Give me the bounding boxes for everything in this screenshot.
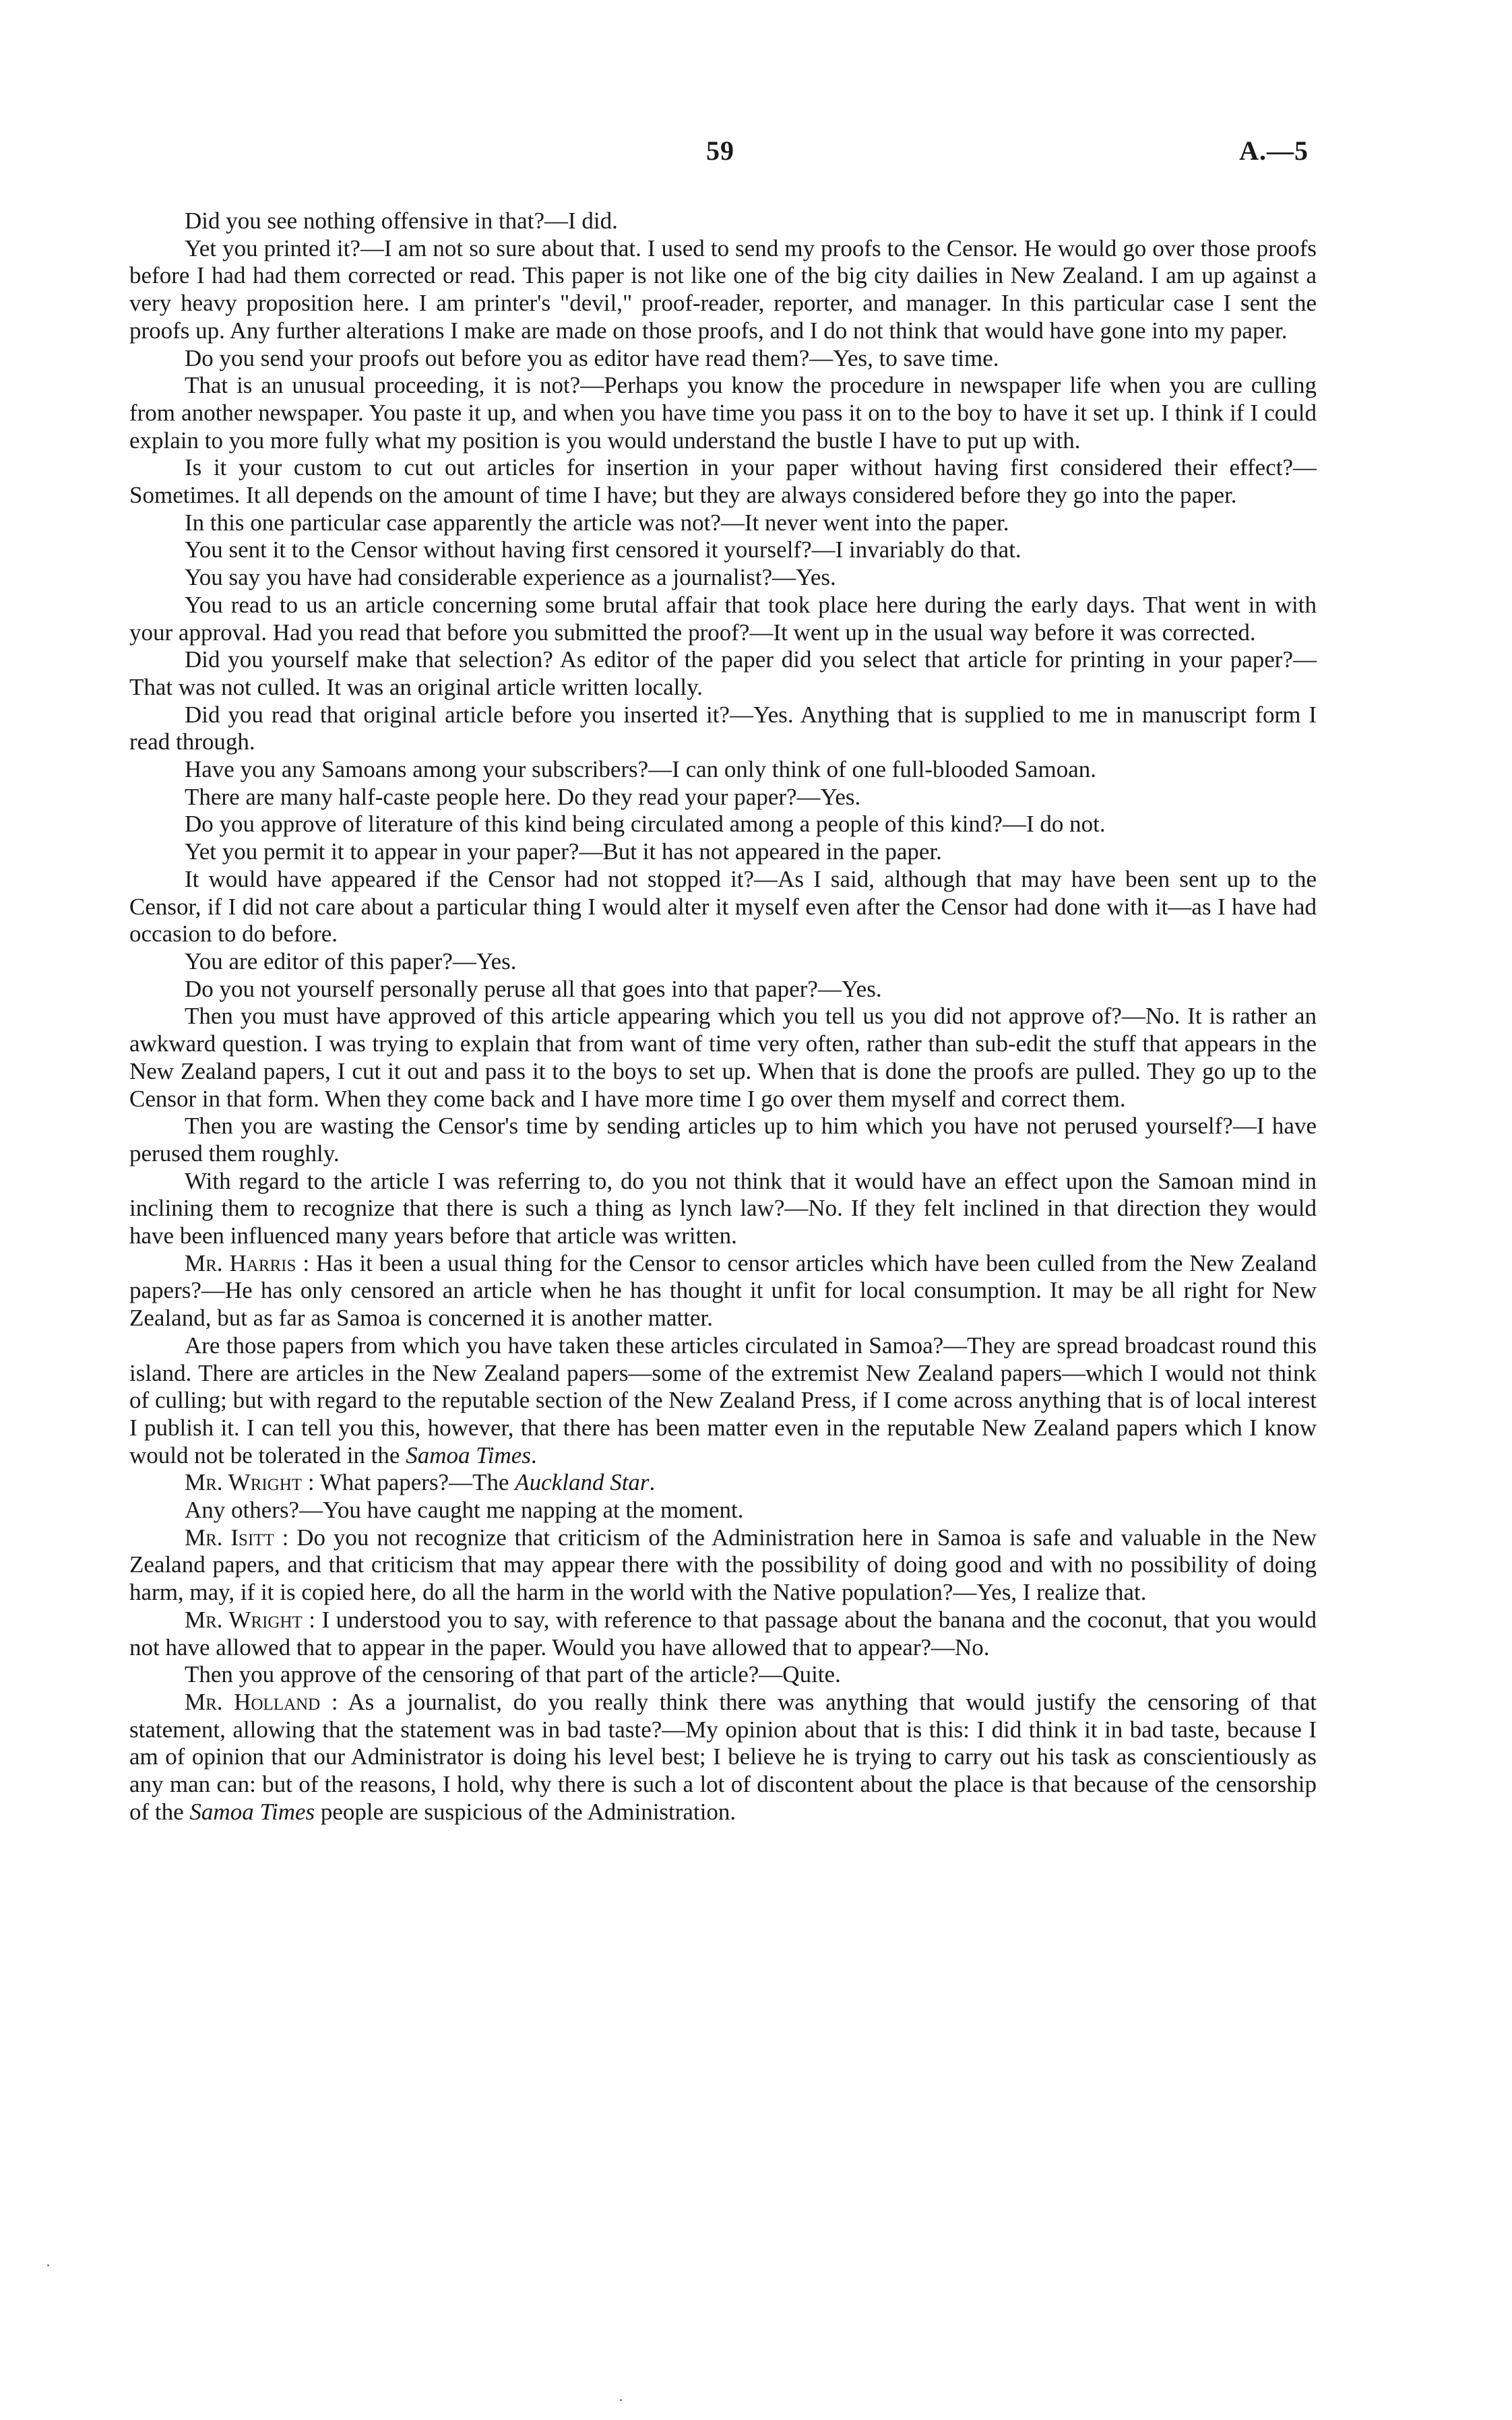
paragraph-broadcast [129,1332,1317,1470]
paragraph: You say you have had considerable experience as a journalist?—Yes. [185,564,836,591]
paragraph: Do you send your proofs out before you as editor have read them?—Yes, to save time. [185,344,999,371]
body-text [129,208,1317,1826]
paragraph-text: : What papers?—The [307,1469,509,1496]
paragraph: Any others?—You have caught me napping at the moment. [185,1497,744,1524]
paragraph: You are editor of this paper?—Yes. [185,948,517,974]
paragraph-text: : I understood you to say, with reference to that passage about the banana and the coconut, that you would not have allowed that to appear in the paper. Would you have allowed that to appear?—No. [129,1606,1317,1661]
scan-speck [47,2264,49,2266]
paragraph-text-end: . [530,1441,537,1468]
paragraph: In this one particular case apparently the article was not?—It never went into the paper. [185,509,1009,536]
speaker-name: Mr. Holland [185,1688,321,1715]
paragraph: Did you see nothing offensive in that?—I did. [185,208,618,234]
paragraph-text: : As a journalist, do you really think there was anything that would justify the censoring of that statement, allowing that the statement was in bad taste?—My opinion about that is this: I did think it in bad taste, because I am of opinion that our Administrator is doing his level best; I believe he is trying to carry out his task as conscientiously as any man can: but of the reasons, I hold, why there is such a lot of discontent about the place is that because of the censorship of the [129,1688,1317,1825]
paragraph-harris [129,1250,1317,1332]
speaker-name: Mr. Isitt [185,1524,274,1551]
paragraph: You read to us an article concerning some brutal affair that took place here during the early days. That went in with your approval. Had you read that before you submitted the proof?—It went up in the usual way before it was corrected. [129,591,1317,646]
paragraph-holland [129,1689,1317,1826]
paragraph-text-end: people are suspicious of the Administration. [320,1798,736,1825]
paragraph-wright-2 [129,1607,1317,1661]
speaker-name: Mr. Wright [185,1469,303,1496]
newspaper-name: Samoa Times [406,1441,531,1468]
paragraph: Do you approve of literature of this kind being circulated among a people of this kind?—I do not. [185,811,1106,838]
newspaper-name: Auckland Star [515,1469,650,1496]
paragraph: With regard to the article I was referring to, do you not think that it would have an effect upon the Samoan mind in inclining them to recognize that there is such a thing as lynch law?—No. If they felt inclined in that direction they would have been influenced many years before that article was written. [129,1167,1317,1249]
paragraph: Yet you printed it?—I am not so sure about that. I used to send my proofs to the Censor. He would go over those proofs before I had had them corrected or read. This paper is not like one of the big city dailies in New Zealand. I am up against a very heavy proposition here. I am printer's "devil," proof-reader, reporter, and manager. In this particular case I sent the proofs up. Any further alterations I make are made on those proofs, and I do not think that would have gone into my paper. [129,235,1317,344]
page-header [0,135,1512,175]
paragraph-text: Are those papers from which you have taken these articles circulated in Samoa?—They are spread broadcast round this island. There are articles in the New Zealand papers—some of the extremist New Zealand papers—which I would not think of culling; but with regard to the reputable section of the New Zealand Press, if I come across anything that is of local interest I publish it. I can tell you this, however, that there has been matter even in the reputable New Zealand papers which I know would not be tolerated in the [129,1332,1317,1468]
paragraph: Then you must have approved of this article appearing which you tell us you did not approve of?—No. It is rather an awkward question. I was trying to explain that from want of time very often, rather than sub-edit the stuff that appears in the New Zealand papers, I cut it out and pass it to the boys to set up. When that is done the proofs are pulled. They go up to the Censor in that form. When they come back and I have more time I go over them myself and correct them. [129,1003,1317,1112]
paragraph: Yet you permit it to appear in your paper?—But it has not appeared in the paper. [185,838,942,865]
document-reference: A.—5 [1239,135,1309,166]
speaker-name: Mr. Wright [185,1606,303,1633]
paragraph-wright-1 [129,1469,1317,1497]
paragraph: Then you approve of the censoring of that part of the article?—Quite. [185,1661,841,1688]
paragraph: Did you read that original article before you inserted it?—Yes. Anything that is supplied to me in manuscript form I read through. [129,701,1317,755]
paragraph: Do you not yourself personally peruse all that goes into that paper?—Yes. [185,975,882,1002]
paragraph: Did you yourself make that selection? As editor of the paper did you select that article for printing in your paper?—That was not culled. It was an original article written locally. [129,646,1317,700]
paragraph: Have you any Samoans among your subscribers?—I can only think of one full-blooded Samoan. [185,756,1097,783]
paragraph: It would have appeared if the Censor had not stopped it?—As I said, although that may have been sent up to the Censor, if I did not care about a particular thing I would alter it myself even after the Censor had done with it—as I have had occasion to do before. [129,865,1317,948]
paragraph-text: : Has it been a usual thing for the Censor to censor articles which have been culled from the New Zealand papers?—He has only censored an article when he has thought it unfit for local consumption. It may be all right for New Zealand, but as far as Samoa is concerned it is another matter. [129,1249,1317,1332]
newspaper-name: Samoa Times [189,1798,315,1825]
paragraph-text-end: . [649,1469,656,1496]
speaker-name: Mr. Harris [185,1249,296,1276]
paragraph-text: : Do you not recognize that criticism of the Administration here in Samoa is safe and valuable in the New Zealand papers, and that criticism that may appear there with the possibility of doing good and with no possibility of doing harm, may, if it is copied here, do all the harm in the world with the Native population?—Yes, I realize that. [129,1524,1317,1606]
paragraph: That is an unusual proceeding, it is not?—Perhaps you know the procedure in newspaper life when you are culling from another newspaper. You paste it up, and when you have time you pass it on to the boy to have it set up. I think if I could explain to you more fully what my position is you would understand the bustle I have to put up with. [129,372,1317,454]
paragraph: There are many half-caste people here. Do they read your paper?—Yes. [185,783,861,810]
scan-speck [620,2399,622,2401]
paragraph: Then you are wasting the Censor's time by sending articles up to him which you have not perused yourself?—I have perused them roughly. [129,1113,1317,1167]
paragraph: Is it your custom to cut out articles for insertion in your paper without having first considered their effect?—Sometimes. It all depends on the amount of time I have; but they are always considered before they go into the paper. [129,454,1317,509]
page-number: 59 [706,135,734,166]
paragraph-isitt [129,1524,1317,1607]
paragraph: You sent it to the Censor without having first censored it yourself?—I invariably do that. [185,536,1021,563]
